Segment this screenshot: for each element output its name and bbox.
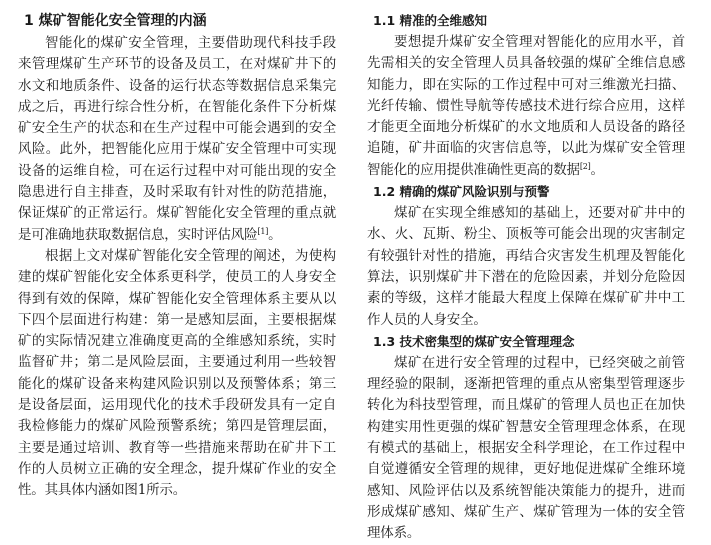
paragraph-intro (18, 33, 336, 246)
paragraph-concept: 煤矿在进行安全管理的过程中，已经突破之前管理经验的限制，逐渐把管理的重点从密集型管理逐步转化为科技型管理，而且煤矿的管理人员也正在加快构建实用性更强的煤矿智慧安全管理理念体系，在现有模式的基础上，根据安全科学理论，在工作过程中自觉遵循安全管理的规律，更好地促进煤矿全维环境感知、风险评估以及系统智能决策能力的提升，进而形成煤矿感知、煤矿生产、煤矿管理为一体的安全管理体系。 (367, 354, 685, 542)
paragraph-perception-text: 要想提升煤矿安全管理对智能化的应用水平，首先需相关的安全管理人员具备较强的煤矿全维信息感知能力，即在实际的工作过程中可对三维激光扫描、光纤传输、惯性导航等传感技术进行综合应用，这样才能更全面地分析煤矿的水文地质和人员设备的路径追随，矿井面临的灾害信息等，以此为煤矿安全管理智能化的应用提供准确性更高的数据 (367, 34, 685, 178)
section-heading-1: 1 煤矿智能化安全管理的内涵 (24, 13, 207, 29)
paragraph-risk: 煤矿在实现全维感知的基础上，还要对矿井中的水、火、瓦斯、粉尘、顶板等可能会出现的灾害制定有较强针对性的措施，再结合灾害发生机理及智能化算法，识别煤矿井下潜在的危险因素，并划分危险因素的等级，这样才能最大程度上保障在煤矿矿井中工作人员的人身安全。 (367, 205, 685, 328)
paragraph-perception-end: 。 (590, 161, 604, 178)
paragraph-framework: 根据上文对煤矿智能化安全管理的阐述，为使构建的煤矿智能化安全体系更科学，使员工的人身安全得到有效的保障，煤矿智能化安全管理体系主要从以下四个层面进行构建：第一是感知层面，主要根据煤矿的实际情况建立准确度更高的全维感知系统，实时监督矿井；第二是风险层面，主要通过利用一些较智能化的煤矿设备来构建风险识别以及预警体系；第三是设备层面，运用现代化的技术手段研发具有一定自我检修能力的煤矿风险预警系统；第四是管理层面，主要是通过培训、教育等一些措施来帮助在矿井下工作的人员树立正确的安全理念，提升煤矿作业的安全性。其具体内涵如图1所示。 (18, 247, 336, 499)
left-column (18, 10, 336, 502)
paragraph-perception (367, 32, 685, 181)
subsection-heading-1-1: 1.1 精准的全维感知 (373, 13, 487, 28)
subsection-heading-1-3: 1.3 技术密集型的煤矿安全管理理念 (373, 333, 575, 349)
citation-1: [1] (257, 226, 269, 236)
citation-2: [2] (579, 161, 591, 171)
right-column (367, 10, 685, 545)
paragraph-intro-text: 智能化的煤矿安全管理，主要借助现代科技手段来管理煤矿生产环节的设备及员工，在对煤矿井下的水文和地质条件、设备的运行状态等数据信息采集完成之后，再进行综合性分析，在智能化条件下分析煤矿安全生产的状态和在生产过程中可能会遇到的安全风险。此外，把智能化应用于煤矿安全管理中可实现设备的运维自检，可在运行过程中对可能出现的安全隐患进行自主排查，及时采取有针对性的防范措施，保证煤矿的正常运行。煤矿智能化安全管理的重点就是可准确地获取数据信息，实时评估风险 (18, 35, 336, 243)
subsection-heading-1-2: 1.2 精确的煤矿风险识别与预警 (373, 184, 550, 200)
paragraph-intro-end: 。 (268, 226, 282, 243)
